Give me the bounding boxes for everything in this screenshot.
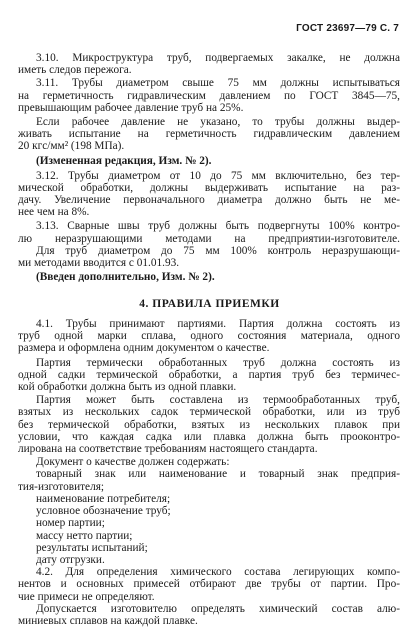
text-line: Допускается изготовителю определять химический состав алю- [36,602,400,615]
text-line: 3.10. Микроструктура труб, подвергаемых закалке, не должна [36,52,400,64]
text-line: кой обработки должна быть из одной плавки. [18,381,237,393]
text-line: взятых из нескольких садок термической обработки, или из труб [18,406,400,419]
text-line: ми методами вводится с 01.01.93. [18,256,180,269]
text-line: превышающим рабочее давление труб на 25%. [18,101,244,114]
text-line: труб одной марки сплава, одного состояния материала, одного [18,330,400,343]
list-item: наименование потребителя; [36,492,171,505]
text-line: тия-изготовителя; [18,480,105,493]
text-line: Документ о качестве должен содержать: [36,456,230,469]
list-item: дату отгрузки. [36,553,105,566]
text-line: миниевых сплавов на каждой плавке. [18,615,198,627]
text-line: чие примеси не определяют. [18,590,155,603]
text-line: условии, что каждая садка или плавка должна быть прооконтро- [18,430,400,443]
list-item: номер партии; [36,517,105,530]
text-line: 3.12. Трубы диаметром от 10 до 75 мм включительно, без тер- [36,169,400,182]
text-line: 4.1. Трубы принимают партиями. Партия должна состоять из [36,318,400,330]
list-item: массу нетто партии; [36,529,133,542]
page-header: ГОСТ 23697—79 С. 7 [296,23,399,34]
text-line: 20 кгс/мм² (198 МПа). [18,140,125,153]
text-line: 3.11. Трубы диаметром свыше 75 мм должны испытываться [36,77,400,90]
text-line: 4.2. Для определения химического состава легирующих компо- [36,566,400,579]
list-item: результаты испытаний; [36,541,148,554]
text-line: нее чем на 8%. [18,206,90,219]
text-line: лю неразрушающими методами на предприятии-изготовителе. [18,232,400,245]
text-line: Партия может быть составлена из термообработанных труб, [36,394,400,407]
text-line: лирована на соответствие требованиям настоящего стандарта. [18,443,318,455]
text-line: мической обработки, должны выдерживать испытание на раз- [18,181,400,194]
text-line: 3.13. Сварные швы труб должны быть подвергнуты 100% контро- [36,220,400,233]
amendment-note: (Введен дополнительно, Изм. № 2). [36,271,215,283]
text-line: Партия термически обработанных труб должна состоять из [36,356,400,369]
text-line: товарный знак или наименование и товарный знак предприя- [36,468,400,481]
text-line: иметь следов пережога. [18,64,132,77]
text-line: на герметичность гидравлическим давлением по ГОСТ 3845—75, [18,89,400,102]
list-item: условное обозначение труб; [36,505,171,517]
amendment-note: (Измененная редакция, Изм. № 2). [36,155,212,168]
text-line: живать испытание на герметичность гидравлическим давлением [18,128,400,141]
text-line: размера и оформлена одним документом о качестве. [18,342,270,355]
text-line: без термической обработки, взятых из нескольких плавок при [18,418,400,431]
text-line: одной садки термической обработки, а партия труб без термичес- [18,368,400,381]
text-line: Для труб диаметром до 75 мм 100% контроль неразрушающи- [36,244,400,257]
text-line: дачу. Увеличение первоначального диаметра должно быть не ме- [18,193,400,206]
text-line: Если рабочее давление не указано, то трубы должны выдер- [36,115,400,128]
section-heading: 4. ПРАВИЛА ПРИЕМКИ [139,298,280,311]
text-line: нентов и основных примесей отбирают две трубы от партии. Про- [18,578,400,591]
